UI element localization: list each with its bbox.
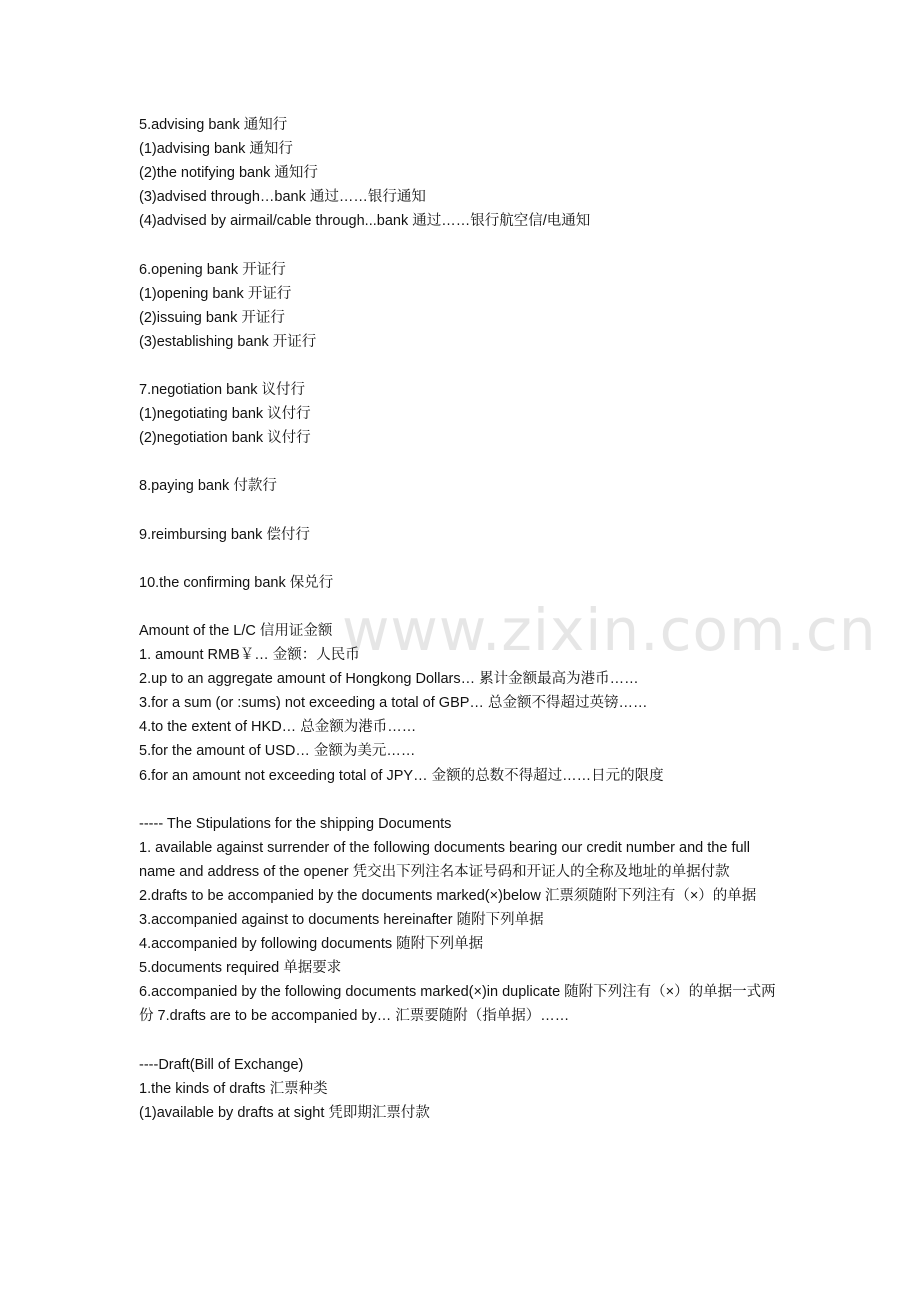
advising-item-3: (3)advised through…bank 通过……银行通知 (139, 189, 426, 206)
amount-item-1: 1. amount RMB￥… 金额：人民币 (139, 647, 360, 664)
reimbursing-heading: 9.reimbursing bank 偿付行 (139, 526, 310, 543)
spacer (139, 450, 789, 474)
stipulations-item-3: 3.accompanied against to documents hereinafter 随附下列单据 (139, 912, 544, 929)
stipulations-item-1: 1. available against surrender of the following documents bearing our credit number and the full name and address of the opener 凭交出下列注名本证号码和开证人的全称及地址的单据付款 (139, 839, 750, 880)
amount-heading: Amount of the L/C 信用证金额 (139, 622, 333, 639)
stipulations-item-2: 2.drafts to be accompanied by the documents marked(×)below 汇票须随附下列注有（×）的单据 (139, 888, 757, 904)
draft-heading: ----Draft(Bill of Exchange) (139, 1056, 304, 1073)
opening-item-3: (3)establishing bank 开证行 (139, 333, 317, 350)
amount-item-6: 6.for an amount not exceeding total of JPY… 金额的总数不得超过……日元的限度 (139, 767, 664, 784)
stipulations-item-4: 4.accompanied by following documents 随附下列单据 (139, 936, 484, 953)
spacer (139, 595, 789, 619)
spacer (139, 499, 789, 523)
stipulations-item-6: 6.accompanied by the following documents marked(×)in duplicate 随附下列注有（×）的单据一式两份 7.drafts are to be accompanied by… 汇票要随附（指单据）…… (139, 984, 776, 1025)
spacer (139, 233, 789, 257)
amount-item-5: 5.for the amount of USD… 金额为美元…… (139, 743, 416, 760)
draft-item-2: (1)available by drafts at sight 凭即期汇票付款 (139, 1104, 430, 1121)
draft-item-1: 1.the kinds of drafts 汇票种类 (139, 1080, 328, 1097)
negotiation-item-2: (2)negotiation bank 议付行 (139, 430, 311, 447)
advising-item-4: (4)advised by airmail/cable through...bank 通过……银行航空信/电通知 (139, 213, 591, 230)
advising-item-1: (1)advising bank 通知行 (139, 141, 293, 158)
document-body (139, 113, 789, 1125)
amount-item-2: 2.up to an aggregate amount of Hongkong Dollars… 累计金额最高为港币…… (139, 671, 639, 688)
advising-item-2: (2)the notifying bank 通知行 (139, 165, 318, 182)
spacer (139, 788, 789, 812)
stipulations-item-5: 5.documents required 单据要求 (139, 960, 342, 977)
amount-item-3: 3.for a sum (or :sums) not exceeding a total of GBP… 总金额不得超过英镑…… (139, 695, 648, 712)
advising-heading: 5.advising bank 通知行 (139, 117, 288, 133)
negotiation-item-1: (1)negotiating bank 议付行 (139, 406, 311, 423)
spacer (139, 1029, 789, 1053)
amount-item-4: 4.to the extent of HKD… 总金额为港币…… (139, 719, 417, 736)
spacer (139, 354, 789, 378)
watermark: www.zixin.com.cn (342, 596, 877, 664)
opening-item-1: (1)opening bank 开证行 (139, 285, 292, 302)
paying-heading: 8.paying bank 付款行 (139, 478, 277, 495)
opening-item-2: (2)issuing bank 开证行 (139, 309, 285, 326)
stipulations-heading: ----- The Stipulations for the shipping Documents (139, 815, 452, 832)
negotiation-heading: 7.negotiation bank 议付行 (139, 382, 306, 399)
opening-heading: 6.opening bank 开证行 (139, 261, 286, 278)
spacer (139, 547, 789, 571)
confirming-heading: 10.the confirming bank 保兑行 (139, 574, 334, 591)
